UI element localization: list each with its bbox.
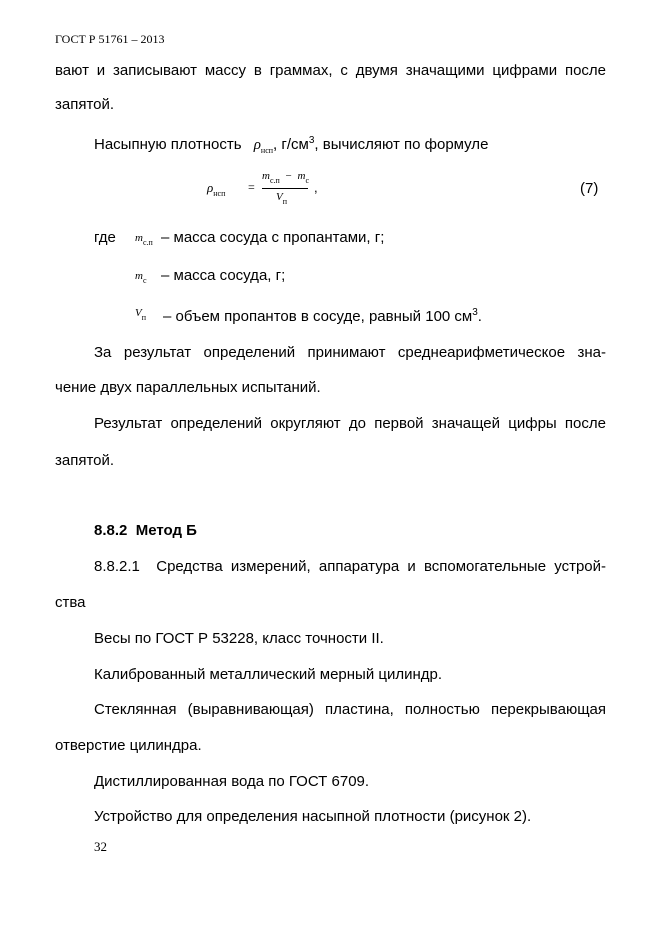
subscript: нсп [213, 189, 226, 198]
text-fragment: – объем пропантов в сосуде, равный 100 см [163, 308, 473, 325]
fraction-bar [262, 188, 308, 189]
symbol: m [262, 170, 270, 182]
definition-text: – масса сосуда, г; [161, 267, 286, 284]
equipment-item: Устройство для определения насыпной плотности (рисунок 2). [94, 808, 532, 825]
formula-equals: = [248, 180, 255, 194]
minus-sign: − [285, 170, 292, 182]
paragraph-line: вают и записывают массу в граммах, с двумя значащими цифрами после [55, 62, 606, 79]
definition-symbol [135, 307, 146, 322]
subscript: с.п [269, 176, 280, 185]
paragraph-line: Результат определений округляют до первой значащей цифры после [94, 415, 606, 432]
document-header: ГОСТ Р 51761 – 2013 [55, 32, 165, 46]
text-fragment: . [477, 308, 482, 325]
formula-numerator [262, 170, 309, 185]
equipment-item: Стеклянная (выравнивающая) пластина, полностью перекрывающая [94, 701, 606, 718]
text-fragment: , вычисляют по формуле [314, 136, 489, 153]
subsection-line: 8.8.2.1 Средства измерений, аппаратура и вспомогательные устрой- [94, 558, 606, 575]
paragraph-line: чение двух параллельных испытаний. [55, 379, 321, 396]
subscript: п [282, 197, 288, 206]
subscript: п [141, 313, 147, 322]
unit-exponent: 3 [308, 135, 315, 146]
formula-number: (7) [580, 180, 599, 197]
definition-text: – масса сосуда с пропантами, г; [161, 229, 385, 246]
density-intro-line [94, 132, 488, 160]
subscript: с.п [142, 238, 153, 247]
symbol: m [135, 270, 143, 282]
definition-text [163, 304, 482, 326]
definition-symbol [135, 270, 147, 285]
paragraph-line: запятой. [55, 96, 115, 113]
equipment-item-continuation: отверстие цилиндра. [55, 737, 202, 754]
subscript: с [305, 176, 310, 185]
symbol: m [297, 170, 306, 182]
text-fragment: Насыпную плотность [94, 136, 242, 153]
symbol: m [135, 232, 143, 244]
page-number: 32 [94, 839, 107, 854]
section-heading: 8.8.2 Метод Б [94, 522, 197, 539]
unit-text: , г/см [273, 136, 309, 153]
rho-symbol [254, 137, 273, 153]
subscript: с [142, 276, 147, 285]
definition-symbol [135, 232, 153, 247]
unit-exponent: 3 [472, 307, 478, 318]
equipment-item: Калиброванный металлический мерный цилиндр. [94, 666, 443, 683]
formula-comma: , [314, 180, 318, 195]
symbol: V [276, 191, 283, 203]
equipment-item: Дистиллированная вода по ГОСТ 6709. [94, 773, 370, 790]
paragraph-line: За результат определений принимают среднеарифметическое зна- [94, 344, 606, 361]
paragraph-line: запятой. [55, 452, 115, 469]
symbol: ρ [253, 137, 261, 153]
subscript: нсп [260, 146, 274, 155]
formula-lhs [207, 180, 225, 198]
subsection-line: ства [55, 594, 86, 611]
where-label: где [94, 229, 116, 246]
symbol: ρ [207, 180, 214, 195]
symbol: V [135, 307, 142, 319]
equipment-item: Весы по ГОСТ Р 53228, класс точности II. [94, 630, 384, 647]
formula-denominator [276, 191, 287, 206]
